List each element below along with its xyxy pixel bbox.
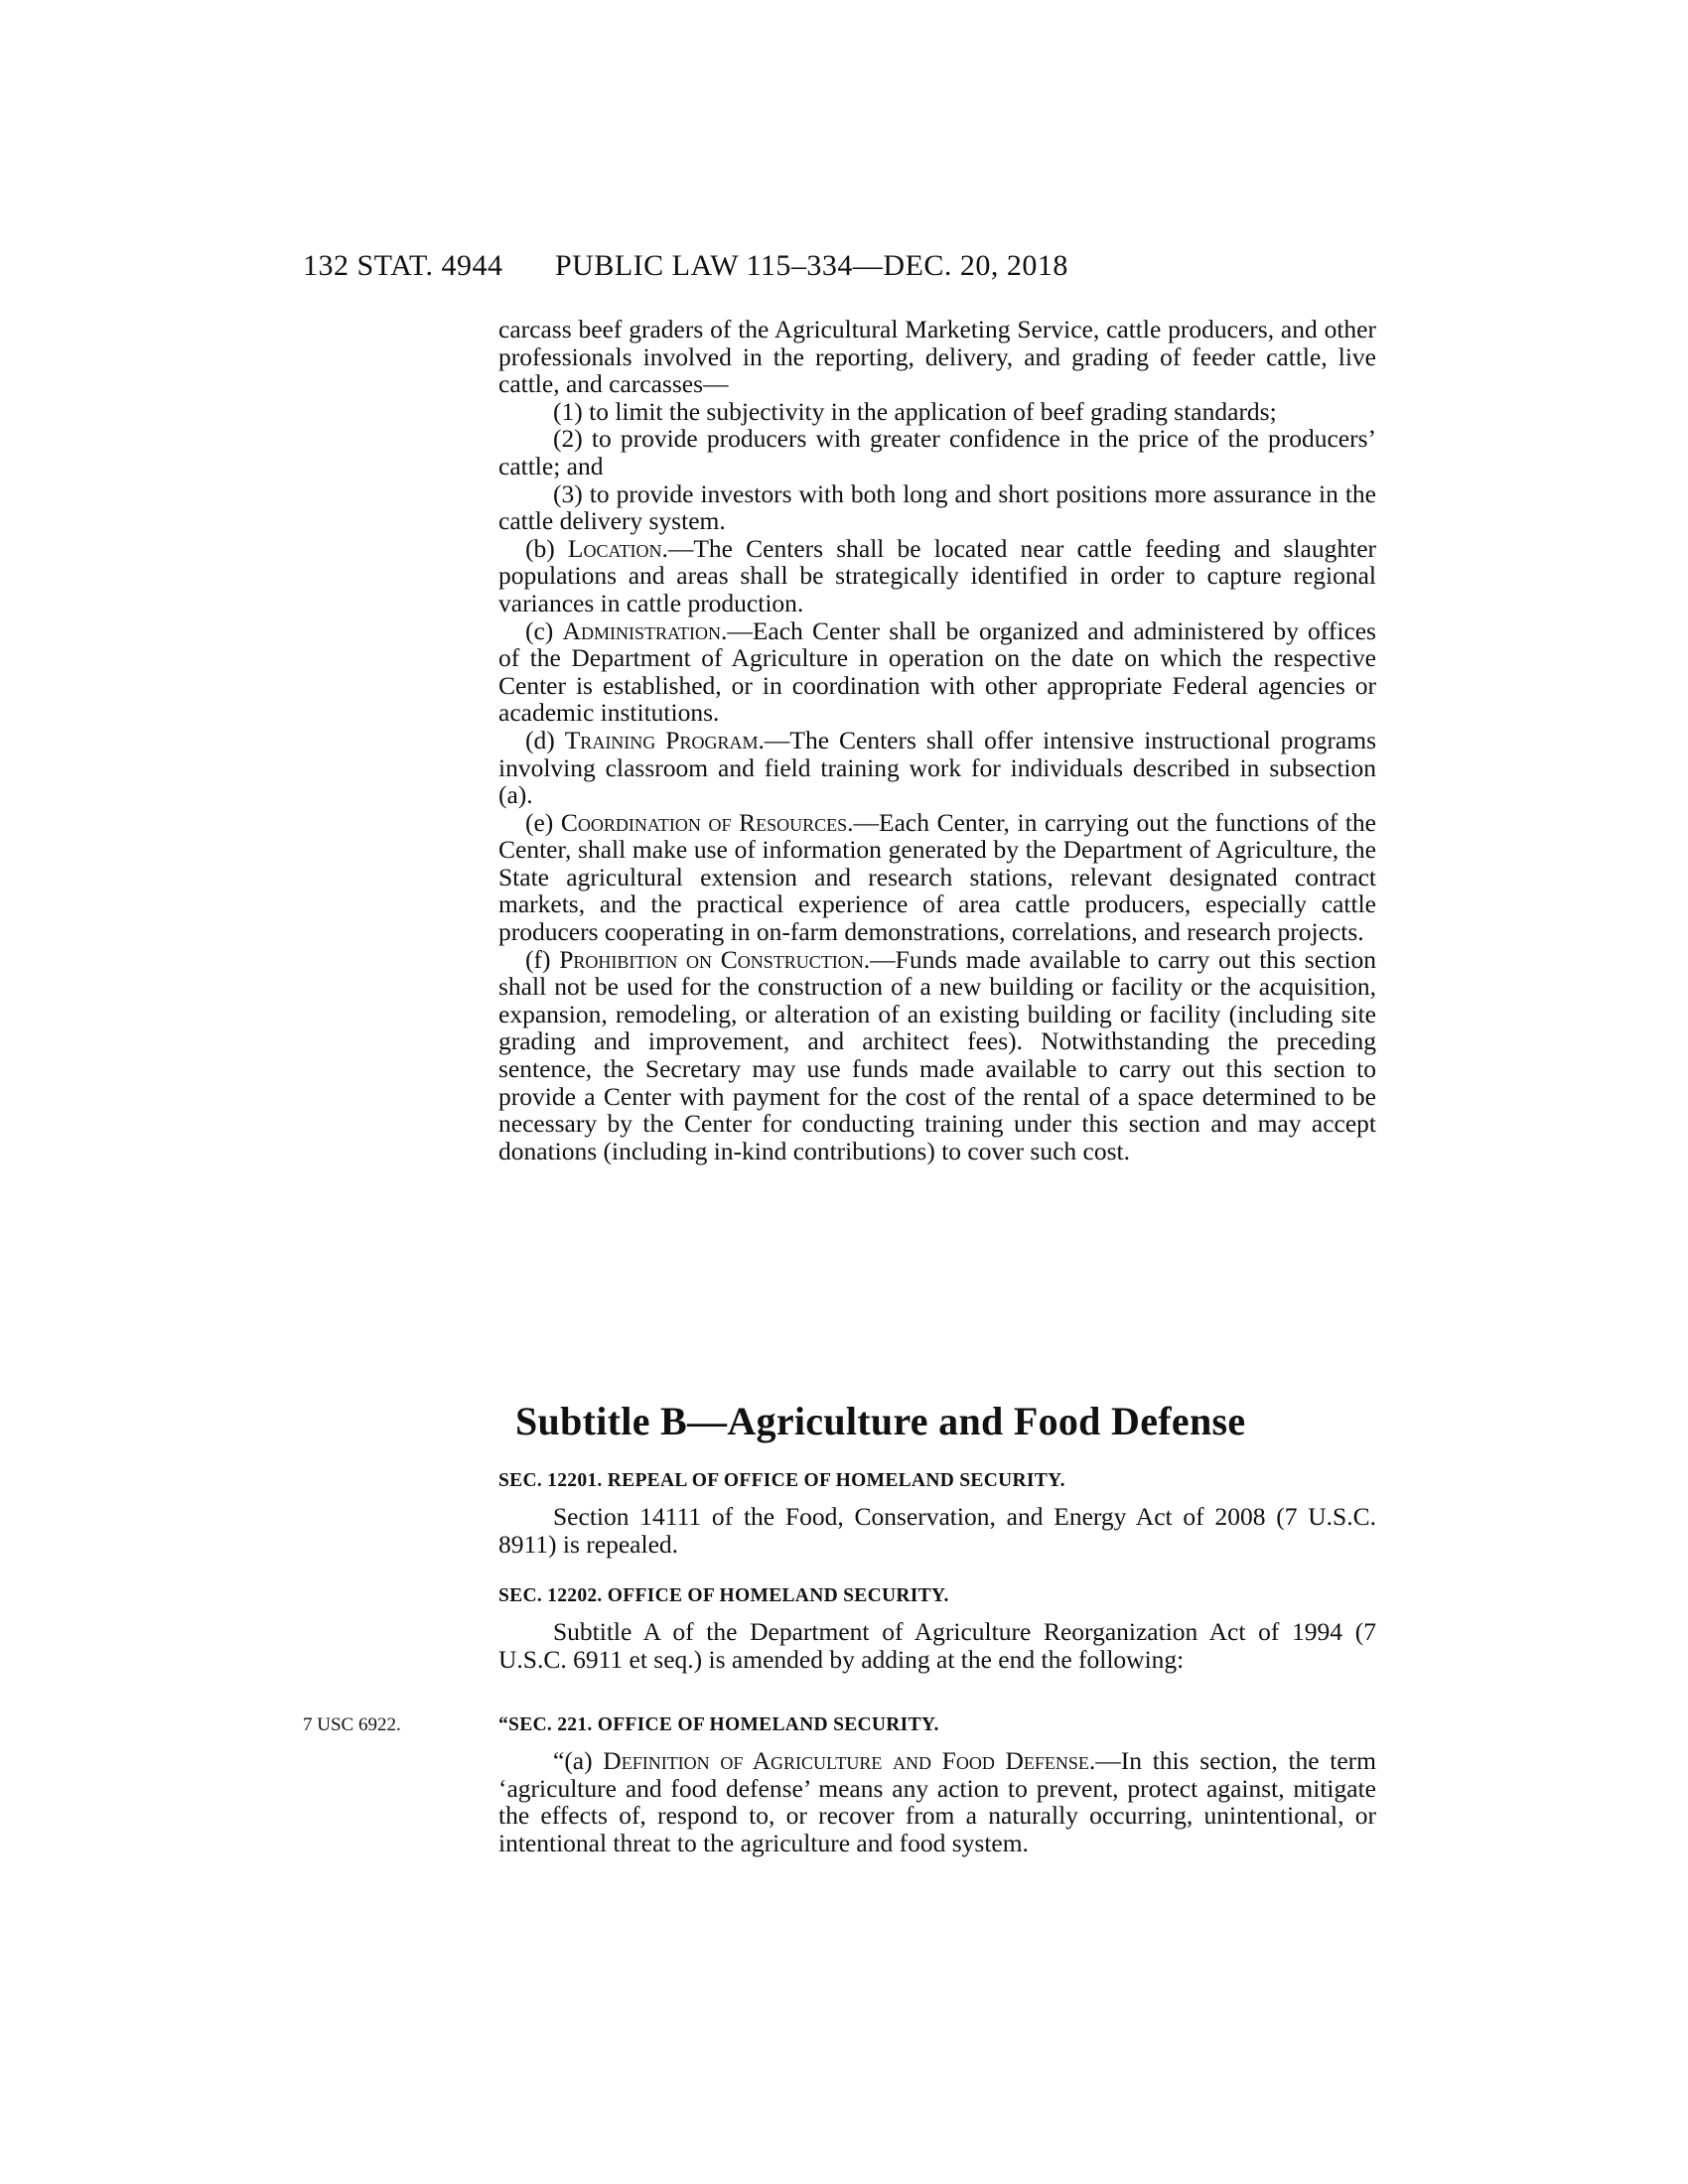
section-12202-text: Subtitle A of the Department of Agriculture Reorganization Act of 1994 (7 U.S.C. 6911 et seq.) is amended by adding at the end the following: bbox=[498, 1617, 1376, 1674]
section-12201-text: Section 14111 of the Food, Conservation, and Energy Act of 2008 (7 U.S.C. 8911) is repealed. bbox=[498, 1502, 1376, 1559]
subsection-d bbox=[498, 727, 1376, 809]
section-221-subsection-a bbox=[498, 1747, 1376, 1856]
subsection-text: .—In this section, the term ‘agriculture and food defense’ means any action to prevent, protect against, mitigate the effects of, respond to, or recover from a naturally occurring, unintentional, or intentional threat to the agriculture and food system. bbox=[498, 1746, 1376, 1857]
subsection-label: (c) bbox=[525, 615, 563, 645]
intro-paragraph: carcass beef graders of the Agricultural Marketing Service, cattle producers, and other professionals involved in the reporting, delivery, and grading of feeder cattle, live cattle, and carcasses— bbox=[498, 315, 1376, 399]
subsection-c bbox=[498, 617, 1376, 727]
subsection-text: .—Funds made available to carry out this section shall not be used for the construction of a new building or facility or the acquisition, expansion, remodeling, or alteration of an existing building or facility (including site grading and improvement, and architect fees). Notwithstanding the preceding sentence, the Secretary may use funds made available to carry out this section to provide a Center with payment for the cost of the rental of a space determined to be necessary by the Center for conducting training under this section and may accept donations (including in-kind contributions) to cover such cost. bbox=[498, 944, 1376, 1165]
intro-item-3: (3) to provide investors with both long and short positions more assurance in the cattle delivery system. bbox=[498, 478, 1376, 536]
section-12201-body bbox=[498, 1503, 1376, 1558]
subsection-e bbox=[498, 809, 1376, 946]
page-header bbox=[0, 249, 1688, 289]
subsection-label: (f) bbox=[525, 944, 560, 974]
subsection-label: (b) bbox=[525, 533, 568, 563]
subsection-label: “(a) bbox=[553, 1746, 604, 1775]
usc-margin-note: 7 USC 6922. bbox=[303, 1714, 401, 1735]
subsection-label: (e) bbox=[525, 807, 561, 837]
subsection-heading: Prohibition on Construction bbox=[559, 944, 864, 974]
section-12202-body bbox=[498, 1618, 1376, 1673]
subtitle-heading: Subtitle B—Agriculture and Food Defense bbox=[515, 1399, 1246, 1443]
subsection-heading: Administration bbox=[562, 615, 721, 645]
section-12202-heading: SEC. 12202. OFFICE OF HOMELAND SECURITY. bbox=[498, 1585, 949, 1606]
subsection-text: .—Each Center, in carrying out the functions of the Center, shall make use of information generated by the Department of Agriculture, the State agricultural extension and research stations, relevant designated contract markets, and the practical experience of area cattle producers, especially cattle producers cooperating in on-farm demonstrations, correlations, and research projects. bbox=[498, 807, 1376, 947]
subsection-heading: Training Program bbox=[564, 725, 759, 754]
subsection-text: .—Each Center shall be organized and administered by offices of the Department of Agriculture in operation on the date on which the respective Center is established, or in coordination with other appropriate Federal agencies or academic institutions. bbox=[498, 615, 1376, 728]
subsection-f bbox=[498, 946, 1376, 1165]
statute-page-number: 132 STAT. 4944 bbox=[303, 249, 503, 282]
subsection-text: .—The Centers shall be located near cattle feeding and slaughter populations and areas shall be strategically identified in order to capture regional variances in cattle production. bbox=[498, 533, 1377, 617]
subsection-label: (d) bbox=[525, 725, 565, 754]
section-12201-heading: SEC. 12201. REPEAL OF OFFICE OF HOMELAND SECURITY. bbox=[498, 1470, 1065, 1491]
subsection-text: .—The Centers shall offer intensive instructional programs involving classroom and field training work for individuals described in subsection (a). bbox=[498, 725, 1376, 810]
subsection-heading: Location bbox=[567, 533, 662, 563]
intro-item-2: (2) to provide producers with greater confidence in the price of the producers’ cattle; and bbox=[498, 424, 1376, 480]
subsection-b bbox=[498, 535, 1376, 617]
section-221-body bbox=[498, 1747, 1376, 1856]
section-221-heading: “SEC. 221. OFFICE OF HOMELAND SECURITY. bbox=[498, 1714, 939, 1735]
intro-item-1: (1) to limit the subjectivity in the application of beef grading standards; bbox=[553, 396, 1277, 426]
subsection-heading: Coordination of Resources bbox=[560, 807, 848, 837]
public-law-citation: PUBLIC LAW 115–334—DEC. 20, 2018 bbox=[555, 249, 1068, 282]
section-continuation bbox=[498, 316, 1376, 1164]
subsection-heading: Definition of Agriculture and Food Defense bbox=[603, 1746, 1089, 1775]
